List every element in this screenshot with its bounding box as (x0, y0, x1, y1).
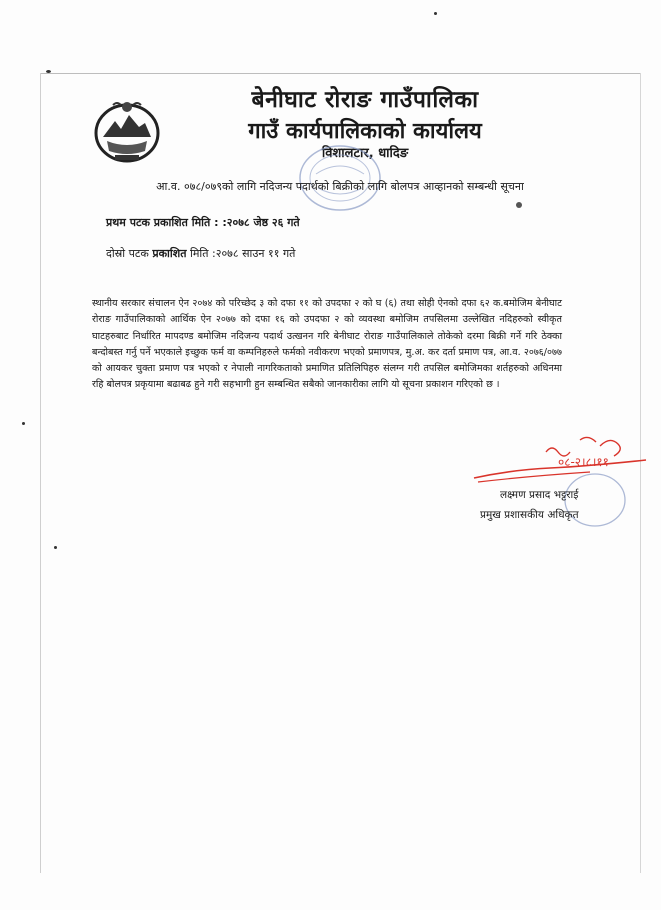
office-stamp (292, 138, 388, 218)
first-publication-date: प्रथम पटक प्रकाशित मिति : :२०७८ जेष्ठ २६ गते (106, 216, 300, 229)
notice-subject: आ.व. ०७८/०७९को लागि नदिजन्य पदार्थको बिक्रीको लागि बोलपत्र आव्हानको सम्बन्धी सूचना (156, 180, 524, 193)
scan-speck (516, 202, 522, 208)
office-title: गाउँ कार्यपालिकाको कार्यालय (248, 119, 482, 144)
office-location: विशालटार, धादिङ (321, 146, 409, 161)
second-publication-bold: प्रकाशित (152, 247, 187, 260)
nepal-emblem-logo (93, 97, 161, 165)
scan-speck (54, 546, 57, 549)
scan-speck (434, 12, 437, 15)
scan-speck (46, 70, 51, 73)
second-publication-prefix: दोस्रो पटक (106, 247, 149, 260)
page-border-left (40, 73, 41, 873)
notice-body: स्थानीय सरकार संचालन ऐन २०७४ को परिच्छेद ३ को दफा ११ को उपदफा २ को घ (६) तथा सोही ऐनको दफा ६२ क.बमोजिम बेनीघाट रोराङ गाउँपालिकाको आर्थिक ऐन २०७७ को दफा १६ को उपदफा २ को व्यवस्था बमोजिम तपसिलमा उल्लेखित नदिहरुको स्वीकृत घाटहरुबाट निर्धारित मापदण्ड बमोजिम नदिजन्य पदार्थ उत्खनन गरि बेनीघाट रोराङ गाउँपालिकाले तोकेको दरमा बिक्री गर्ने गरि ठेक्का बन्दोबस्त गर्नु पर्ने भएकाले इच्छुक फर्म वा कम्पनिहरुले फर्मको नवीकरण भएको प्रमाणपत्र, मु.अ. कर दर्ता प्रमाण पत्र, आ.व. २०७६/०७७ को आयकर चुक्ता प्रमाण पत्र भएको र नेपाली नागरिकताको प्रमाणित प्रतिलिपिहरु संलग्न गरी तपसिल बमोजिमका शर्तहरुको अधिनमा रहि बोलपत्र प्रकृयामा बढाबढ हुने गरी सहभागी हुन सम्बन्धित सबैको जानकारीका लागि यो सूचना प्रकाशन गरिएको छ । (92, 298, 562, 391)
second-publication-suffix: मिति :२०७८ साउन ११ गते (189, 247, 296, 260)
signatory-name: लक्ष्मण प्रसाद भट्टराई (500, 489, 579, 501)
municipality-title: बेनीघाट रोराङ गाउँपालिका (251, 87, 479, 113)
scan-speck (22, 422, 25, 425)
second-publication-date (106, 246, 295, 261)
page-border-top (40, 73, 640, 74)
signatory-title: प्रमुख प्रशासकीय अधिकृत (480, 509, 579, 521)
handwritten-date: ०८-२।८।११ (558, 455, 609, 469)
